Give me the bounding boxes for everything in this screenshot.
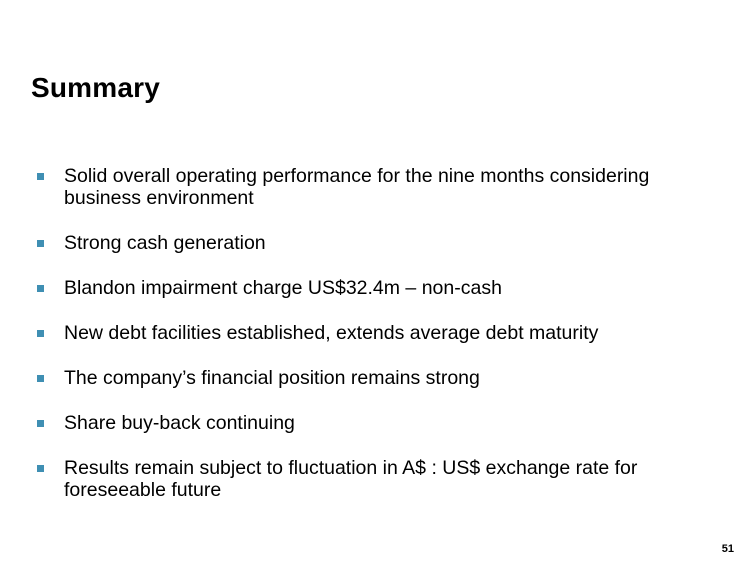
bullet-text: The company’s financial position remains strong: [64, 367, 480, 389]
page-number: 51: [721, 543, 734, 555]
bullet-text: Results remain subject to fluctuation in A$ : US$ exchange rate for foreseeable future: [64, 457, 638, 501]
bullet-text: Strong cash generation: [64, 232, 266, 254]
bullet-square-icon: [37, 375, 44, 382]
bullet-square-icon: [37, 173, 44, 180]
bullet-square-icon: [37, 240, 44, 247]
bullet-square-icon: [37, 420, 44, 427]
bullet-text: Blandon impairment charge US$32.4m – non-cash: [64, 277, 502, 299]
bullet-text: Share buy-back continuing: [64, 412, 295, 434]
slide-title: Summary: [31, 72, 161, 103]
bullet-square-icon: [37, 330, 44, 337]
bullet-square-icon: [37, 285, 44, 292]
bullet-text: Solid overall operating performance for the nine months considering business environment: [64, 165, 650, 209]
bullet-text: New debt facilities established, extends average debt maturity: [64, 322, 599, 344]
bullet-square-icon: [37, 465, 44, 472]
